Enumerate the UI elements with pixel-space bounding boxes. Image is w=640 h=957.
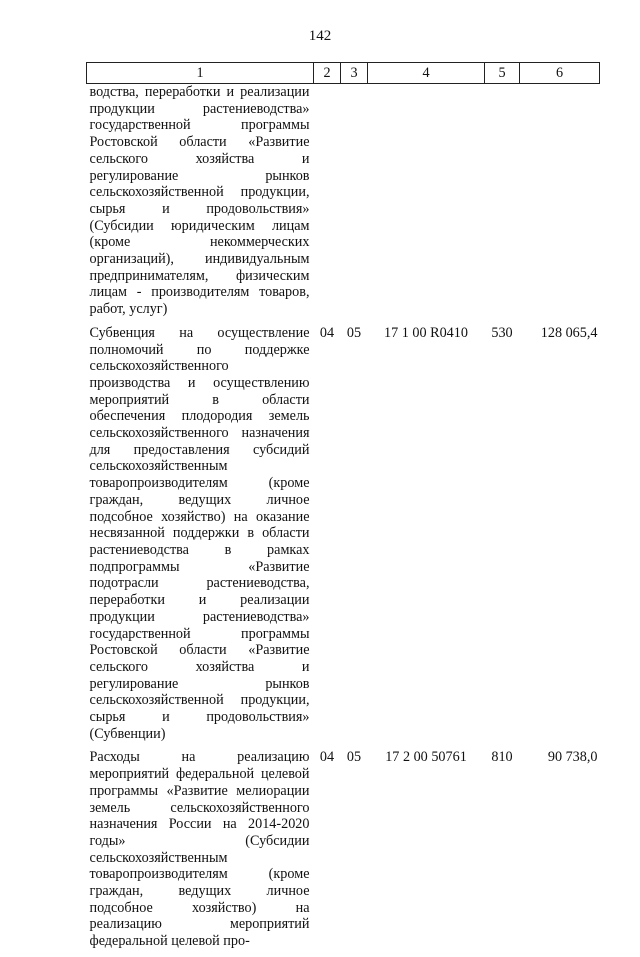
row-subsection-code: 05 [346,324,362,341]
row-target-article-code [368,84,485,325]
budget-table [86,62,600,957]
table-row [87,325,600,750]
header-row [87,63,600,84]
row-subsection-code [341,84,368,325]
column-header-6: 6 [520,63,600,84]
row-amount: 90 738,0 [547,749,598,766]
row-description: водства, переработки и реализации продукции растениеводства» государственной программы Ростовской области «Развитие сельского хозяйства и регулирование рынков сельскохозяйственной продукции, сырья и продовольствия» (Субсидии юридическим лицам (кроме некоммерческих организаций), индивидуальным предпринимателям, физическим лицам - производителям товаров, работ, услуг) [89,84,310,318]
row-target-article-code: 17 2 00 50761 [385,749,467,766]
row-section-code [314,84,341,325]
column-header-5: 5 [485,63,520,84]
column-header-4: 4 [368,63,485,84]
page-number: 142 [308,28,332,44]
column-header-3: 3 [341,63,368,84]
row-expense-type-code [485,84,520,325]
row-expense-type-code: 530 [491,324,513,341]
row-section-code: 04 [319,324,335,341]
table-row [87,749,600,956]
row-amount [520,84,600,325]
row-target-article-code: 17 1 00 R0410 [384,324,468,341]
column-header-1: 1 [87,63,314,84]
table-header [87,63,600,84]
row-section-code: 04 [319,749,335,766]
row-description: Субвенция на осуществление полномочий по поддержке сельскохозяйственного производства и осуществлению мероприятий в области обеспечения плодородия земель сельскохозяйственного назначения для предоставления субсидий сельскохозяйственным товаропроизводителям (кроме граждан, ведущих личное подсобное хозяйство) на оказание несвязанной поддержки в области растениеводства в рамках подпрограммы «Развитие подотрасли растениеводства, переработки и реализации продукции растениеводства» государственной программы Ростовской области «Развитие сельского хозяйства и регулирование рынков сельскохозяйственной продукции, сырья и продовольствия» (Субвенции) [89,324,310,742]
row-expense-type-code: 810 [491,749,513,766]
table-row [87,84,600,325]
column-header-2: 2 [314,63,341,84]
row-description: Расходы на реализацию мероприятий федеральной целевой программы «Развитие мелиорации земель сельскохозяйственного назначения России на 2014-2020 годы» (Субсидии сельскохозяйственным товаропроизводителям (кроме граждан, ведущих личное подсобное хозяйство) на реализацию мероприятий федеральной целевой про- [89,749,310,950]
row-amount: 128 065,4 [540,324,598,341]
row-subsection-code: 05 [346,749,362,766]
